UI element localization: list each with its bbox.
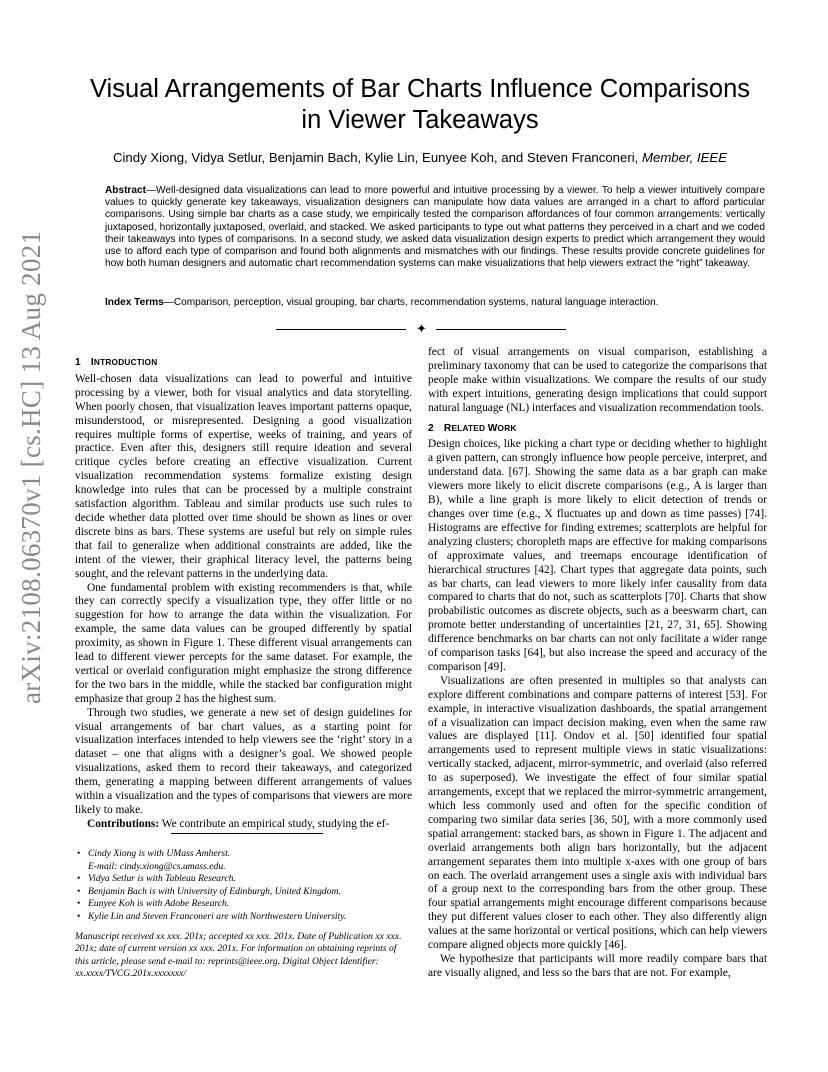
author-names: Cindy Xiong, Vidya Setlur, Benjamin Bach, Kylie Lin, Eunyee Koh, and Steven Franconeri, bbox=[112, 150, 639, 165]
author-list bbox=[75, 150, 765, 165]
section-heading-introduction bbox=[75, 356, 412, 370]
section-title-rest: NTRODUCTION bbox=[93, 357, 158, 367]
section-divider bbox=[276, 322, 566, 338]
index-terms-label: Index Terms bbox=[105, 297, 164, 308]
footnotes bbox=[75, 848, 412, 981]
footnote-item bbox=[75, 848, 412, 873]
footnote-text: Cindy Xiong is with UMass Amherst. bbox=[88, 848, 231, 859]
footnote-item: • Vidya Setlur is with Tableau Research. bbox=[75, 873, 412, 886]
section-title-initial: W bbox=[487, 422, 498, 434]
left-column bbox=[75, 356, 412, 832]
title-line-2: in Viewer Takeaways bbox=[301, 106, 539, 134]
paragraph: Through two studies, we generate a new set of design guidelines for visual arrangements of bar chart values, as a starting point for visualization interfaces intended to help viewers see the ‘right’ story in a dataset – one that aligns with a designer’s goal. We showed people visualizations, asked them to record their takeaways, and categorized them, generating a mapping between different arrangements of values within a visualization and the types of comparisons that viewers are more likely to make. bbox=[75, 706, 412, 816]
abstract bbox=[105, 185, 765, 270]
section-title-rest: ORK bbox=[497, 422, 517, 433]
contributions-text: We contribute an empirical study, studying the ef- bbox=[159, 817, 390, 830]
paragraph: One fundamental problem with existing recommenders is that, while they can correctly specify a visualization type, they offer little or no suggestion for how to arrange the data within the visualization. For example, the same data values can be grouped differently by spatial proximity, as shown in Figure 1. These different visual arrangements can lead to different viewer percepts for the same dataset. For example, the vertical or overlaid configuration might emphasize the strong difference for the two bars in the middle, while the stacked bar configuration might emphasize that group 2 has the highest sum. bbox=[75, 581, 412, 705]
section-number: 2 bbox=[428, 422, 434, 434]
section-title-initial: R bbox=[443, 422, 452, 434]
footnote-email: E-mail: cindy.xiong@cs.umass.edu. bbox=[88, 860, 226, 872]
section-number: 1 bbox=[75, 357, 81, 368]
footnote-rule bbox=[171, 833, 323, 834]
divider-line-right bbox=[436, 329, 566, 330]
paragraph: Well-chosen data visualizations can lead to powerful and intuitive processing by a viewer, both for visual analytics and data storytelling. When poorly chosen, that visualization leaves important patterns opaque, misunderstood, or misrepresented. Designing a good visualization requires multiple forms of expertise, weeks of training, and years of practice. Even after this, designers still require ideation and several critique cycles before creating an effective visualization. Current visualization recommendation systems formalize existing design knowledge into rules that can be processed by a multiple constraint satisfaction algorithm. Tableau and similar products use such rules to decide whether data plotted over time should be shown as lines or over discrete bins as bars. These systems are useful but rely on simple rules that fail to generalize when additional constraints are added, like the intent of the viewer, their graphical literacy level, the patterns being sought, and the relevant patterns in the underlying data. bbox=[75, 372, 412, 580]
paragraph: Visualizations are often presented in multiples so that analysts can explore different combinations and compare patterns of interest [53]. For example, in interactive visualization dashboards, the spatial arrangement of a visualization can impact decision making, even when the same raw values are displayed [11]. Ondov et al. [50] identified four spatial arrangements used to represent multiple views in static visualizations: vertically stacked, adjacent, mirror-symmetric, and overlaid (also referred to as superposed). We investigate the effect of four similar spatial arrangements, except that we replaced the mirror-symmetric arrangement, which less commonly used and often for the specific condition of comparing two similar data series [36, 50], with a more commonly used spatial arrangement: stacked bars, as shown in Figure 1. The adjacent and overlaid arrangements both align bars horizontally, but the adjacent arrangement separates them into multiple x-axes with one group of bars on each. The overlaid arrangement uses a single axis with individual bars of a group next to the corresponding bars from the other group. These four spatial arrangements might encourage different comparisons because they put different values closer to each other. They also differently align values at the same horizontal or vertical positions, which can help viewers compare aligned objects more quickly [46]. bbox=[428, 674, 767, 952]
paragraph: fect of visual arrangements on visual comparison, establishing a preliminary taxonomy that can be used to categorize the comparisons that people make within visualizations. We compare the results of our study with expert intuitions, generating design implications that could support natural language (NL) interfaces and visualization recommendation tools. bbox=[428, 346, 767, 414]
index-terms bbox=[105, 297, 765, 309]
section-title-initial: I bbox=[90, 357, 94, 368]
section-title-rest: ELATED bbox=[451, 422, 488, 433]
paragraph bbox=[75, 818, 412, 832]
divider-line-left bbox=[276, 329, 406, 330]
title-line-1: Visual Arrangements of Bar Charts Influence Comparisons bbox=[89, 75, 751, 103]
arxiv-side-stamp: arXiv:2108.06370v1 [cs.HC] 13 Aug 2021 bbox=[16, 230, 46, 704]
abstract-label: Abstract bbox=[105, 185, 146, 196]
author-member-note: Member, IEEE bbox=[642, 150, 728, 165]
paragraph: Design choices, like picking a chart type or deciding whether to highlight a given pattern, can strongly influence how people perceive, interpret, and understand data. [67]. Showing the same data as a bar graph can make viewers more likely to elicit discrete comparisons (e.g., A is larger than B), while a line graph is more likely to elicit detection of trends or changes over time (e.g., X fluctuates up and down as time passes) [74]. Histograms are effective for finding extremes; scatterplots are helpful for analyzing clusters; choropleth maps are effective for making comparisons of approximate values, and treemaps encourage identification of hierarchical structures [42]. Chart types that aggregate data points, such as bar charts, can lead viewers to more likely infer causality from data compared to charts that do not, such as scatterplots [70]. Charts that show probabilistic outcomes as discrete objects, such as a beeswarm chart, can promote better understanding of uncertainties [21, 27, 31, 65]. Showing difference benchmarks on bar charts can not only facilitate a wider range of comparison tasks [64], but also increase the speed and accuracy of the comparison [49]. bbox=[428, 438, 767, 673]
manuscript-note: Manuscript received xx xxx. 201x; accepted xx xxx. 201x. Date of Publication xx xxx. 201x; date of current version xx xxx. 201x. For information on obtaining reprints of this article, please send e-mail to: reprints@ieee.org. Digital Object Identifier: xx.xxxx/TVCG.201x.xxxxxxx/ bbox=[75, 930, 402, 980]
contributions-label: Contributions: bbox=[87, 817, 160, 830]
divider-diamond-icon: ✦ bbox=[416, 321, 427, 336]
right-column bbox=[428, 346, 767, 981]
paragraph: We hypothesize that participants will more readily compare bars that are visually aligned, and less so the bars that are not. For example, bbox=[428, 952, 767, 979]
footnote-item: • Eunyee Koh is with Adobe Research. bbox=[75, 898, 412, 911]
paper-title bbox=[75, 74, 765, 136]
section-heading-related-work bbox=[428, 422, 767, 436]
index-terms-text: —Comparison, perception, visual grouping, bar charts, recommendation systems, natural language interaction. bbox=[163, 297, 659, 308]
footnote-item: • Kylie Lin and Steven Franconeri are with Northwestern University. bbox=[75, 911, 412, 924]
footnote-item: • Benjamin Bach is with University of Edinburgh, United Kingdom. bbox=[75, 886, 412, 899]
abstract-text: —Well-designed data visualizations can lead to more powerful and intuitive processing by a viewer. To help a viewer intuitively compare values to quickly generate key takeaways, visualization designers can manipulate how data values are arranged in a chart to afford particular comparisons. Using simple bar charts as a case study, we empirically tested the comparison affordances of four common arrangements: vertically juxtaposed, horizontally juxtaposed, overlaid, and stacked. We asked participants to type out what patterns they perceived in a chart and we coded their takeaways into types of comparisons. In a second study, we asked data visualization design experts to predict which arrangement they would use to afford each type of comparison and found both alignments and mismatches with our findings. These results provide concrete guidelines for how both human designers and automatic chart recommendation systems can make visualizations that help viewers extract the “right” takeaway. bbox=[105, 185, 765, 270]
